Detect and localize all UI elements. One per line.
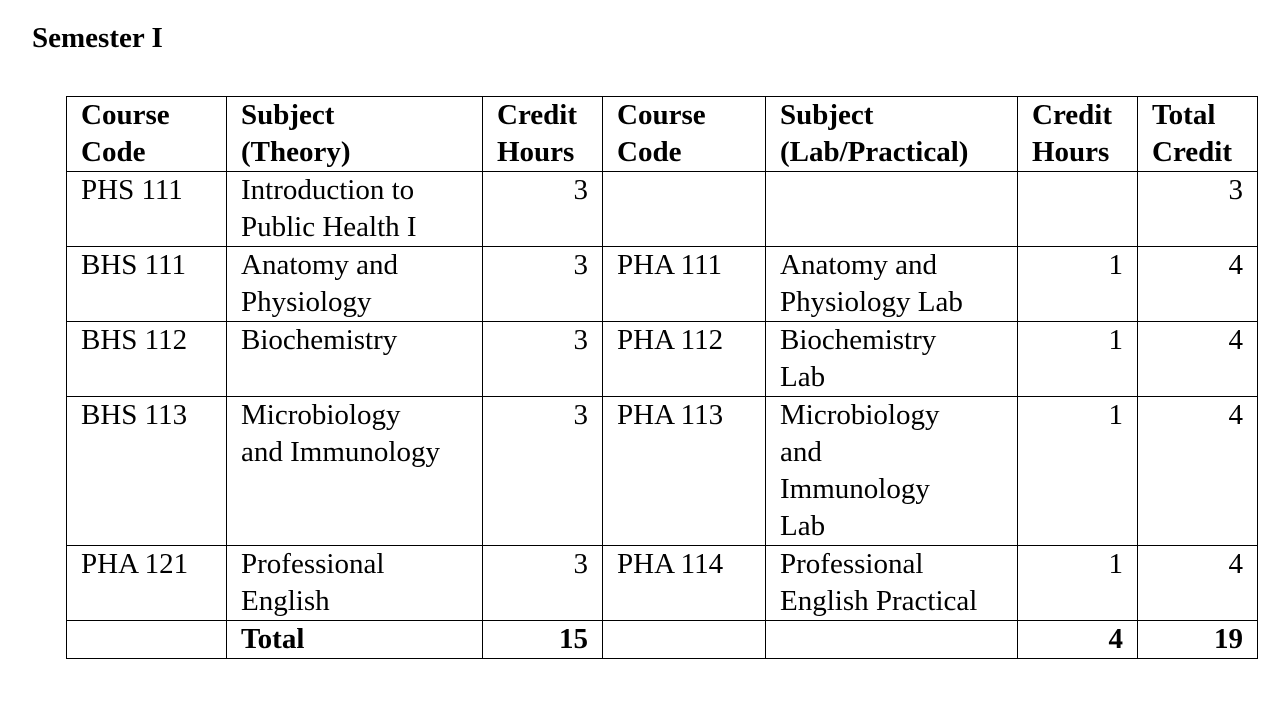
lab-credit-cell: 1 [1018, 322, 1138, 397]
subject-lab-cell [766, 172, 1018, 247]
subject-lab-cell: Biochemistry Lab [766, 322, 1018, 397]
subject-theory-cell: Microbiology and Immunology [227, 397, 483, 546]
subject-theory-cell: Anatomy and Physiology [227, 247, 483, 322]
course-code-cell: BHS 111 [67, 247, 227, 322]
header-total-credit: Total Credit [1138, 97, 1258, 172]
theory-credit-cell: 3 [483, 172, 603, 247]
course-code-cell: BHS 112 [67, 322, 227, 397]
lab-course-code-cell: PHA 111 [603, 247, 766, 322]
lab-credit-cell [1018, 172, 1138, 247]
subject-lab-cell: Professional English Practical [766, 546, 1018, 621]
total-row-lab-code-cell [603, 621, 766, 659]
theory-credit-cell: 3 [483, 546, 603, 621]
curriculum-table [66, 96, 1258, 659]
subject-theory-cell: Introduction to Public Health I [227, 172, 483, 247]
lab-course-code-cell: PHA 112 [603, 322, 766, 397]
header-subject-theory: Subject (Theory) [227, 97, 483, 172]
header-lab-credit-hours: Credit Hours [1018, 97, 1138, 172]
header-lab-course-code: Course Code [603, 97, 766, 172]
table-row [67, 546, 1258, 621]
lab-course-code-cell: PHA 113 [603, 397, 766, 546]
table-row [67, 172, 1258, 247]
total-credit-cell: 4 [1138, 546, 1258, 621]
total-label: Total [227, 621, 483, 659]
table-row [67, 322, 1258, 397]
total-theory-credit: 15 [483, 621, 603, 659]
header-subject-lab: Subject (Lab/Practical) [766, 97, 1018, 172]
lab-course-code-cell [603, 172, 766, 247]
total-credit-cell: 4 [1138, 247, 1258, 322]
table-row [67, 397, 1258, 546]
subject-theory-cell: Biochemistry [227, 322, 483, 397]
page-title: Semester I [32, 22, 163, 54]
total-lab-credit: 4 [1018, 621, 1138, 659]
total-row-lab-cell [766, 621, 1018, 659]
theory-credit-cell: 3 [483, 397, 603, 546]
course-code-cell: PHS 111 [67, 172, 227, 247]
subject-theory-cell: Professional English [227, 546, 483, 621]
lab-credit-cell: 1 [1018, 247, 1138, 322]
total-credit-cell: 3 [1138, 172, 1258, 247]
total-row [67, 621, 1258, 659]
theory-credit-cell: 3 [483, 322, 603, 397]
header-row [67, 97, 1258, 172]
subject-lab-cell: Microbiology and Immunology Lab [766, 397, 1018, 546]
lab-credit-cell: 1 [1018, 397, 1138, 546]
total-credit-cell: 4 [1138, 397, 1258, 546]
header-credit-hours: Credit Hours [483, 97, 603, 172]
lab-course-code-cell: PHA 114 [603, 546, 766, 621]
course-code-cell: PHA 121 [67, 546, 227, 621]
header-course-code: Course Code [67, 97, 227, 172]
total-row-code-cell [67, 621, 227, 659]
total-credit-cell: 4 [1138, 322, 1258, 397]
course-code-cell: BHS 113 [67, 397, 227, 546]
table-row [67, 247, 1258, 322]
total-credit: 19 [1138, 621, 1258, 659]
lab-credit-cell: 1 [1018, 546, 1138, 621]
theory-credit-cell: 3 [483, 247, 603, 322]
subject-lab-cell: Anatomy and Physiology Lab [766, 247, 1018, 322]
